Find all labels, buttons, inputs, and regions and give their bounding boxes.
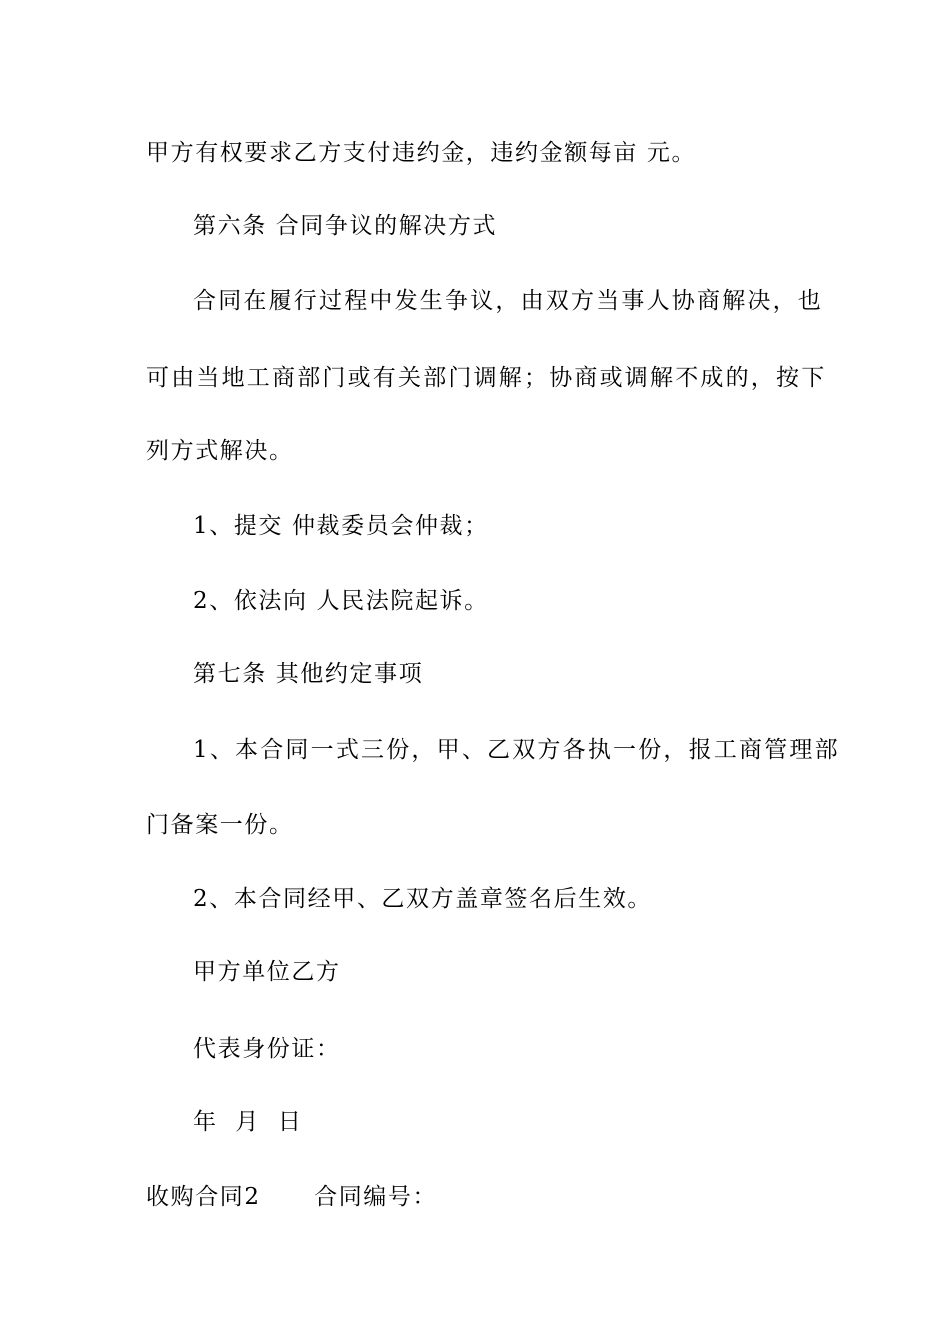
article-seven-heading: 第七条 其他约定事项 — [193, 661, 424, 687]
paragraph-line-penalty: 甲方有权要求乙方支付违约金，违约金额每亩 元。 — [146, 140, 697, 166]
representative-id-line: 代表身份证： — [193, 1036, 341, 1062]
list-item-copies-1: 1、本合同一式三份，甲、乙双方各执一份，报工商管理部 — [193, 737, 840, 763]
list-item-effective: 2、本合同经甲、乙双方盖章签名后生效。 — [193, 886, 653, 912]
date-line: 年 月 日 — [193, 1109, 303, 1135]
list-item-arbitration: 1、提交 仲裁委员会仲裁； — [193, 513, 489, 539]
list-item-copies-2: 门备案一份。 — [146, 812, 294, 838]
article-six-heading: 第六条 合同争议的解决方式 — [193, 213, 498, 239]
list-item-lawsuit: 2、依法向 人民法院起诉。 — [193, 588, 489, 614]
contract-title-number: 收购合同2 合同编号： — [146, 1184, 438, 1210]
signature-party-line: 甲方单位乙方 — [193, 959, 341, 985]
paragraph-line-dispute-1: 合同在履行过程中发生争议，由双方当事人协商解决，也 — [193, 288, 823, 314]
paragraph-line-dispute-3: 列方式解决。 — [146, 438, 294, 464]
paragraph-line-dispute-2: 可由当地工商部门或有关部门调解；协商或调解不成的，按下 — [146, 365, 827, 391]
